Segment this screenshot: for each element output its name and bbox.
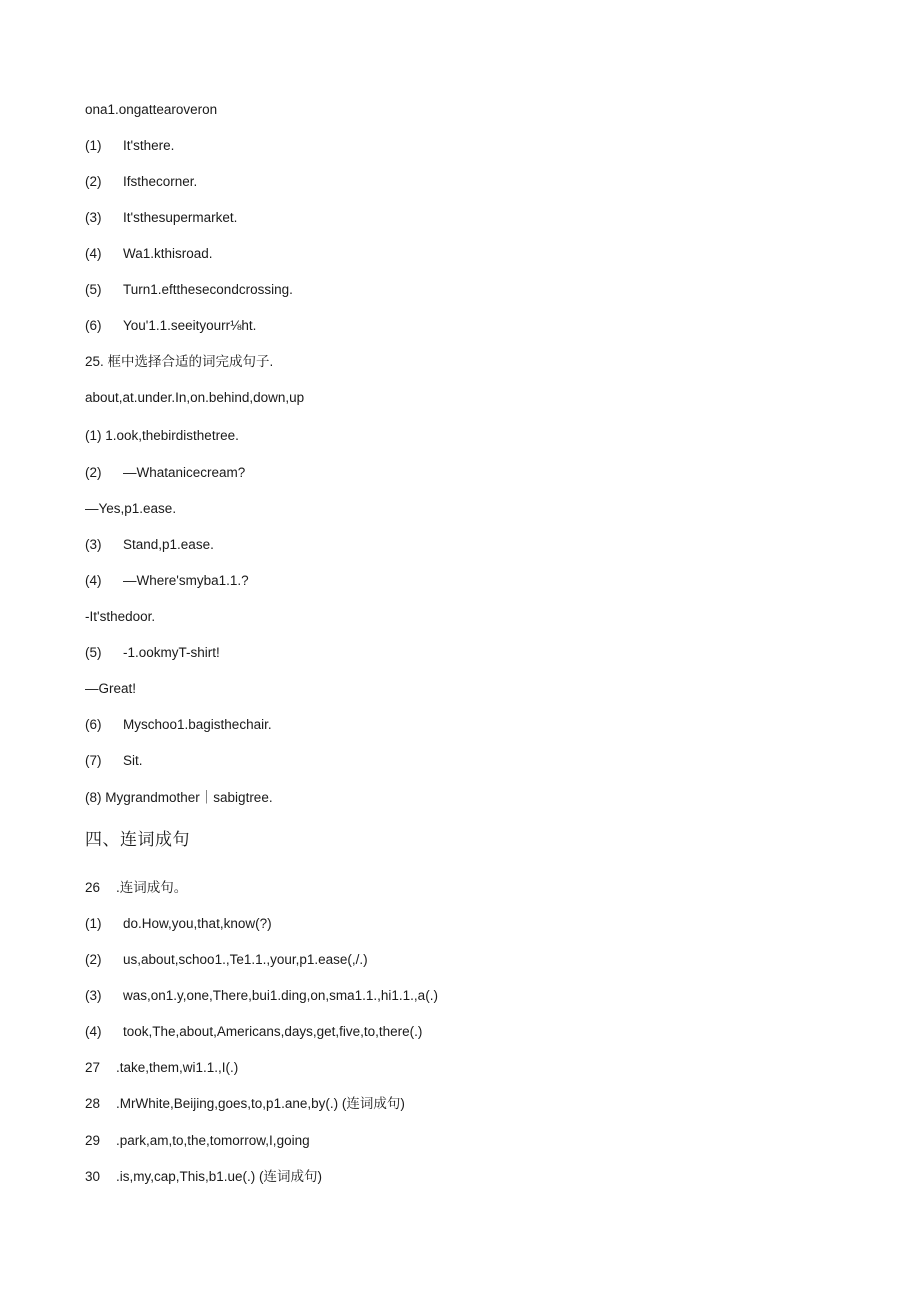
item-text: Stand,p1.ease.: [123, 537, 214, 552]
item-number: (6): [85, 717, 102, 732]
item-text: Ifsthecorner.: [123, 174, 198, 189]
word-bank-prev: ona1.ongattearoveron: [85, 102, 218, 117]
question-text: .park,am,to,the,tomorrow,I,going: [116, 1133, 310, 1148]
list-item: [85, 680, 136, 698]
item-text: was,on1.y,one,There,bui1.ding,on,sma1.1.,hi1.1.,a(.): [123, 988, 438, 1003]
list-item: [85, 572, 249, 590]
question-item: [85, 1168, 322, 1186]
item-text: do.How,you,that,know(?): [123, 916, 272, 931]
list-item: [85, 500, 176, 518]
item-text: Myschoo1.bagisthechair.: [123, 717, 272, 732]
question-text: .is,my,cap,This,b1.ue(.) (连词成句): [116, 1169, 323, 1184]
question-title: .连词成句。: [116, 880, 188, 895]
item-number: (3): [85, 988, 102, 1003]
list-item: [85, 281, 293, 299]
list-item: [85, 209, 237, 227]
list-item: [85, 317, 256, 335]
question-item: [85, 1132, 310, 1150]
list-item: [85, 1023, 422, 1041]
item-text: —Yes,p1.ease.: [85, 501, 177, 516]
item-text: Wa1.kthisroad.: [123, 246, 213, 261]
item-number: (2): [85, 952, 102, 967]
list-item: [85, 752, 143, 770]
list-item: [85, 987, 438, 1005]
item-text: (1) 1.ook,thebirdisthetree.: [85, 428, 239, 443]
item-number: (5): [85, 645, 102, 660]
item-text: (8) Mygrandmother｜sabigtree.: [85, 790, 273, 805]
list-item: [85, 245, 213, 263]
item-number: (2): [85, 174, 102, 189]
item-text: —Where'smyba1.1.?: [123, 573, 249, 588]
item-number: (1): [85, 138, 102, 153]
list-item: [85, 536, 214, 554]
word-bank-25: about,at.under.In,on.behind,down,up: [85, 390, 305, 405]
section-heading: 四、连词成句: [85, 830, 190, 849]
item-text: Sit.: [123, 753, 143, 768]
list-item: [85, 951, 368, 969]
question-number: 26: [85, 880, 101, 895]
item-text: us,about,schoo1.,Te1.1.,your,p1.ease(,/.): [123, 952, 368, 967]
item-text: It'sthere.: [123, 138, 175, 153]
list-item: [85, 644, 220, 662]
item-text: -1.ookmyT-shirt!: [123, 645, 220, 660]
item-text: Turn1.eftthesecondcrossing.: [123, 282, 293, 297]
question-item: [85, 1095, 405, 1113]
item-number: (7): [85, 753, 102, 768]
list-item: [85, 789, 273, 807]
item-number: (5): [85, 282, 102, 297]
list-item: [85, 915, 272, 933]
item-number: (1): [85, 916, 102, 931]
item-text: -It'sthedoor.: [85, 609, 156, 624]
item-number: (4): [85, 246, 102, 261]
list-item: [85, 173, 197, 191]
question-number: 28: [85, 1096, 101, 1111]
item-text: It'sthesupermarket.: [123, 210, 238, 225]
list-item: [85, 137, 174, 155]
question-text: .take,them,wi1.1.,I(.): [116, 1060, 239, 1075]
list-item: [85, 427, 239, 445]
question-26-title: [85, 879, 187, 897]
question-number: 29: [85, 1133, 101, 1148]
question-item: [85, 1059, 238, 1077]
item-number: (3): [85, 537, 102, 552]
item-text: —Whatanicecream?: [123, 465, 246, 480]
question-25-title: 25. 框中选择合适的词完成句子.: [85, 354, 274, 369]
list-item: [85, 716, 272, 734]
item-text: You'1.1.seeityourr⅛ht.: [123, 318, 257, 333]
item-number: (3): [85, 210, 102, 225]
item-number: (2): [85, 465, 102, 480]
question-text: .MrWhite,Beijing,goes,to,p1.ane,by(.) (连词成句): [116, 1096, 405, 1111]
item-number: (4): [85, 573, 102, 588]
question-number: 27: [85, 1060, 101, 1075]
list-item: [85, 608, 155, 626]
item-number: (6): [85, 318, 102, 333]
item-text: took,The,about,Americans,days,get,five,to,there(.): [123, 1024, 423, 1039]
item-text: —Great!: [85, 681, 137, 696]
list-item: [85, 464, 245, 482]
item-number: (4): [85, 1024, 102, 1039]
question-number: 30: [85, 1169, 101, 1184]
